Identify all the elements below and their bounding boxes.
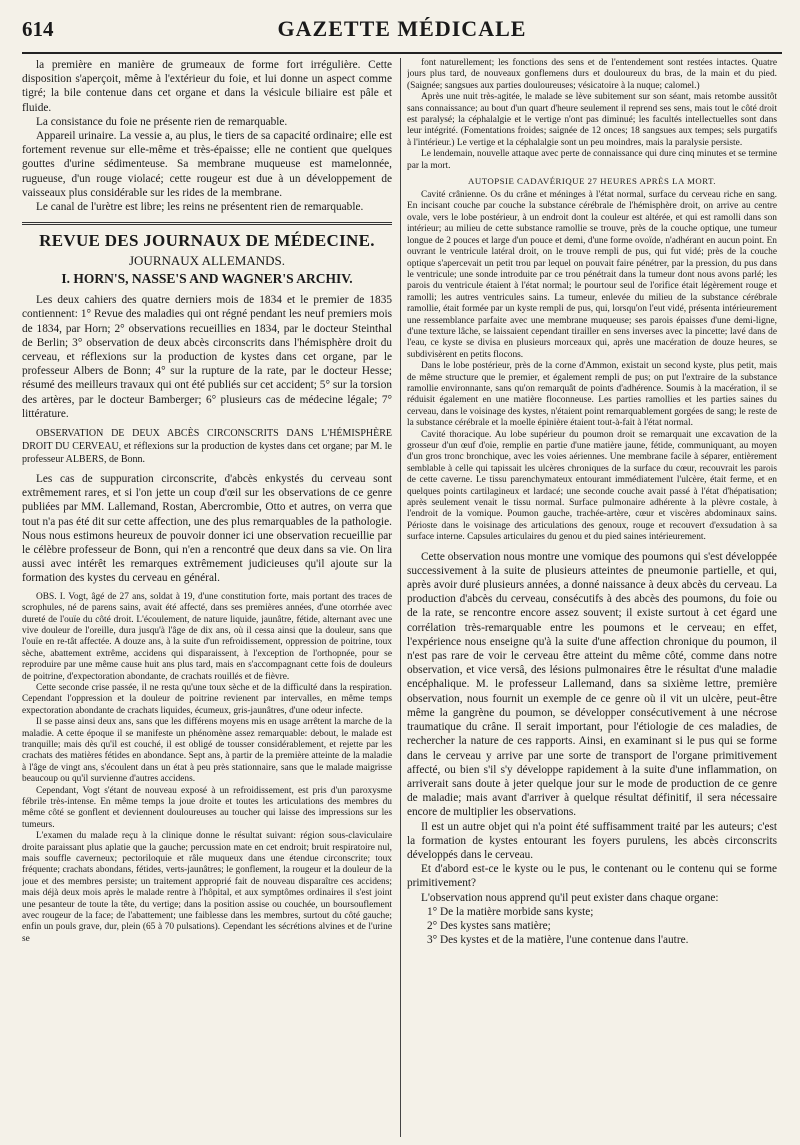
paragraph: la première en manière de grumeaux de forme fort irrégulière. Cette disposition s'aperçoit, même à l'extérieur du foie, et lui donne un aspect comme tigré; la bile contenue dans cet organe et dans la vésicule biliaire est pâle et fluide. — [22, 59, 392, 114]
columns — [22, 58, 782, 1137]
discussion-paragraph: Il est un autre objet qui n'a point été suffisamment traité par les auteurs; c'est la formation de kystes entourant les foyers purulens, les abcès circonscrits développés dans le cerveau. — [407, 820, 777, 861]
discussion-paragraph: L'observation nous apprend qu'il peut exister dans chaque organe: — [421, 891, 719, 904]
list-item: 1° De la matière morbide sans kyste; — [427, 905, 594, 918]
discussion-paragraph: Et d'abord est-ce le kyste ou le pus, le contenant ou le contenu qui se forme primitivement? — [407, 863, 777, 890]
kyste-list — [407, 905, 777, 948]
paragraph: Le canal de l'urètre est libre; les reins ne présentent rien de remarquable. — [36, 201, 364, 214]
autopsy-paragraph: Cavité thoracique. Au lobe supérieur du poumon droit se remarquait une excavation de la grosseur d'un œuf d'oie, remplie en partie d'une matière jaune, fétide, communiquant, au moyen d'un gros tronc bronchique, avec les voies aériennes. Une membrane facile à séparer, entièrement semblable à celle qui tapissait les ulcères chroniques de la surface du cœur, recouvrait les parois de cette caverne. Le tissu parenchymateux entourant immédiatement l'ulcère, était ferme, et en quelques points cartilagineux et lardacé; une seconde couche avait passé à l'état d'hépatisation; après seulement venait le tissu normal. Surface pulmonaire adhérente à la plèvre costale, à l'endroit de la vomique. Poumon gauche, trachée-artère, cœur et viscères abdominaux sains. Périoste dans le voisinage des articulations des genoux, rouge et recouvert d'exsudation à sa surface interne. Capsules articulaires du genou et du pied saines intérieurement. — [407, 429, 777, 543]
case-paragraph: Cette seconde crise passée, il ne resta qu'une toux sèche et de la difficulté dans la respiration. Cependant l'oppression et la douleur de poitrine revienent par intervalles, en même temps expectoration abondante de crachats liquides, écumeux, gris-jaunâtres, d'une odeur infecte. — [22, 682, 392, 716]
column-divider — [400, 58, 401, 1137]
newspaper-page — [22, 12, 782, 1137]
discussion-paragraph: Cette observation nous montre une vomique des poumons qui s'est développée successivement à la suite de plusieurs atteintes de pneumonie partielle, et qui, après avoir duré plusieurs années, a donné naissance à deux abcès du cerveau. La production d'abcès du cerveau, consécutifs à des abcès des poumons, du foie ou de la rate, se rencontre encore assez souvent; il existe surtout à cet égard une corrélation très-remarquable entre les poumons et le cerveau; en effet, l'expérience nous enseigne qu'à la suite d'une affection chronique du poumon, il n'est pas rare de voir le cerveau être atteint du même côté, comme dans notre observation, et vice versâ, des lésions pulmonaires être le résultat d'une maladie encéphalique. M. le professeur Lallemand, dans sa sixième lettre, première observation, nous fournit un exemple de ce genre où il vit un ulcère, peut-être même la gangrène du poumon, se développer consécutivement à une nécrose traumatique du crâne. Il serait important, pour l'étiologie de ces maladies, de rechercher la nature de ces rapports. Ainsi, en examinant si le pus qui se forme dans le cerveau y arrive par une sorte de transport de l'organe primitivement affecté, ou bien s'il s'y développe rapidement à la suite d'une inflammation, on arriverait sans doute à jeter quelque jour sur le mode de production de ce genre de maladie; mais avant d'arriver à quelque résultat définitif, il sera nécessaire encore de multiplier les observations. — [407, 550, 777, 819]
autopsy-paragraph: Cavité crânienne. Os du crâne et méninges à l'état normal, surface du cerveau riche en sang. En incisant couche par couche la substance cérébrale de l'hémisphère droit, on arrive au centre ovale, vers le lobe postérieur, à un endroit dont la couleur est altérée, et qui est ramolli dans son intérieur; au milieu de cette substance ramollie se trouve, près de la couche optique, une tumeur longue de 2 pouces et large d'un pouce et demi, d'une forme ovoïde, n'adhérant en aucun point. En ouvrant le ventricule latéral droit, on le trouve rempli de pus, qui fut vidé; près de la couche optique s'apercevait un petit trou par lequel on pouvait faire pénétrer, par la pression, du pus dans le ventricule; une sonde introduite par ce trou pénétrait dans la tumeur dont nous avons parlé; les parois du ventricule étaient à l'état normal; le pourtour seul de l'orifice était légèrement rouge et ramolli; les autres ventricules sains. La tumeur, enlevée du milieu de la substance cérébrale ramollie, était formée par un kyste rempli de pus, qui, lorsqu'on l'eut vidé, présenta intérieurement une ressemblance parfaite avec une membrane muqueuse; ses parois épaisses d'une demi-ligne, d'une texture lâche, se laissaient cependant tirailler en sens inverses avec la pincette; lavé dans de l'eau, ce kyste se divisa en plusieurs morceaux qui, après une macération de douze heures, se subdivisèrent en petits flocons. — [407, 190, 777, 360]
case-paragraph: OBS. I. Vogt, âgé de 27 ans, soldat à 19, d'une constitution forte, mais portant des traces de scrophules, né de parens sains, avait été affecté, dans ses premières années, d'une otorrhée avec dureté de l'ouïe du côté droit. L'écoulement, de nature liquide, jaunâtre, fétide, alternant avec une vive douleur de l'oreille, dura jusqu'à l'âge de dix ans, où il cessa ainsi que la douleur, sans que l'ouïe en re-tât affectée. A douze ans, à la suite d'un refroidissement, oppression de poitrine, toux sèche, abattement extrême, accidens qui disparaissent, à l'exception de l'orthopnée, pour se reproduire par une même cause huit ans plus tard, mais en s'accompagnant cette fois de douleurs de poitrine, d'expectoration abondante, de crachats rouillés et de fièvre. — [22, 591, 392, 682]
journal-title: GAZETTE MÉDICALE — [277, 16, 527, 41]
section-title: REVUE DES JOURNAUX DE MÉDECINE. — [39, 231, 375, 251]
page-header — [22, 12, 782, 54]
case-paragraph: Après une nuit très-agitée, le malade se lève subitement sur son séant, mais retombe aussitôt sans connaissance; au bout d'un quart d'heure seulement il reprend ses sens, mais tout le côté droit est paralysé; la céphalalgie et le vertige n'ont pas diminué; les facultés intellectuelles sont dans leur intégrité. (Fomentations froides; saignée de 12 onces; 18 sangsues aux tempes; sels purgatifs à l'intérieur.) Le vertige et la céphalalgie sont un peu moindres, mais la paralysie persiste. — [407, 92, 777, 148]
section-subtitle: JOURNAUX ALLEMANDS. — [128, 253, 285, 269]
right-column — [407, 58, 777, 1137]
observation-heading: OBSERVATION DE DEUX ABCÈS CIRCONSCRITS DANS L'HÉMISPHÈRE DROIT DU CERVEAU, et réflexions sur la production de kystes dans cet organe; par M. le professeur ALBERS, de Bonn. — [22, 428, 392, 466]
list-item: 2° Des kystes sans matière; — [427, 919, 551, 932]
left-column — [22, 58, 392, 1137]
case-paragraph: Le lendemain, nouvelle attaque avec perte de connaissance qui dure cinq minutes et se termine par la mort. — [407, 149, 777, 171]
section-divider — [22, 222, 392, 225]
case-paragraph: font naturellement; les fonctions des sens et de l'entendement sont restées intactes. Quatre jours plus tard, de nouveaux gonflemens durs et douloureux du bras, de la main et du pied. (Saignée; sangsues aux parties douloureuses; vésicatoire à la nuque; calomel.) — [407, 58, 777, 91]
intro-paragraph: Les deux cahiers des quatre derniers mois de 1834 et le premier de 1835 contiennent: 1° Revue des maladies qui ont régné pendant les neuf premiers mois de 1834, par Horn; 2° observations recueillies en 1834, par le docteur Steinthal de Berlin; 3° observation de deux abcès circonscrits dans l'hémisphère droit du cerveau, et réflexions sur la production de kystes dans cet organe, par le professeur Albers de Bonn; 4° sur la rupture de la rate, par le docteur Hesse; résumé des meilleurs travaux qui ont été publiés sur cet accident; 5° sur la torsion des artères, par le docteur Bamberger; 6° plusieurs cas de médecine légale; 7° littérature. — [22, 294, 392, 420]
autopsy-heading: AUTOPSIE CADAVÉRIQUE 27 HEURES APRÈS LA MORT. — [467, 176, 717, 187]
paragraph: Appareil urinaire. La vessie a, au plus, le tiers de sa capacité ordinaire; elle est fortement revenue sur elle-même et très-épaisse; elle ne contient que quelques gouttes d'urine sédimenteuse. Sa membrane muqueuse est mamelonnée, rugueuse, d'un rouge violacé; cette rougeur est due à un développement de vaisseaux plus considérable sur les rides de la membrane. — [22, 130, 392, 199]
page-number: 614 — [22, 17, 54, 41]
list-item: 3° Des kystes et de la matière, l'une contenue dans l'autre. — [427, 934, 689, 947]
case-paragraph: L'examen du malade reçu à la clinique donne le résultat suivant: région sous-claviculaire droite paraissant plus aplatie que la gauche; percussion mate en cet endroit; bruit respiratoire nul, mais souffle caverneux; pectoriloquie et râle muqueux dans une étendue circonscrite; toux fréquente; crachats abondans, fétides, verts-jaunâtres; le gonflement, la rougeur et la douleur de la joue et des membres persiste; un traitement approprié fait de nouveau disparaître ces accidens; mais déjà deux mois après le malade rentre à l'hôpital, et aux symptômes ordinaires il s'est joint une pesanteur de toute la tête, du vertige; dans la position assise ou couchée, un boursouflement avec rougeur de la face; de l'abattement; une faiblesse dans les membres, surtout du côté gauche; enfin un pouls grave, dur, plein (65 à 70 pulsations). Cependant les sécrétions alvines et de l'urine se — [22, 831, 392, 944]
case-paragraph: Cependant, Vogt s'étant de nouveau exposé à un refroidissement, est pris d'un paroxysme fébrile très-intense. En même temps la joue droite et toutes les articulations des membres du même côté se gonflent et deviennent douloureuses au toucher qui laisse des impressions sur les tumeurs. — [22, 785, 392, 830]
paragraph: La consistance du foie ne présente rien de remarquable. — [36, 115, 288, 128]
journal-heading: I. HORN'S, NASSE'S AND WAGNER'S ARCHIV. — [61, 271, 353, 287]
autopsy-paragraph: Dans le lobe postérieur, près de la corne d'Ammon, existait un second kyste, plus petit, mais de même structure que le premier, et également rempli de pus; on put l'extraire de la substance ramollie environnante, sans qu'on remarquât de points d'adhérence. Soumis à la macération, il se réduisit également en une matière floconneuse. Les parties ramollies et les parties saines du cerveau, dans le voisinage des kystes, n'étaient point remarquablement gorgées de sang; le reste de la substance cérébrale et la moelle épinière étaient tout-à-fait à l'état normal. — [407, 361, 777, 429]
context-paragraph: Les cas de suppuration circonscrite, d'abcès enkystés du cerveau sont extrêmement rares, et si l'on jette un coup d'œil sur les observations de ce genre publiées par MM. Lallemand, Rostan, Abercrombie, Otto et autres, on verra que tout n'a pas été dit sur cette affection, une des plus remarquables de la pathologie. Nous nous estimons heureux de pouvoir donner ici une observation recueillie par le célèbre professeur de Bonn, qui n'en a rencontré que deux dans sa vie. On lira aussi avec intérêt les remarques extrêmement judicieuses qu'il ajoute sur la formation des kystes du cerveau en général. — [22, 473, 392, 585]
case-paragraph: Il se passe ainsi deux ans, sans que les différens moyens mis en usage arrêtent la marche de la maladie. A cette époque il se manifeste un phénomène assez remarquable: debout, le malade est tranquille; mais dès qu'il est couché, il est obligé de tousser considérablement, et rejette par les crachats des matières fétides en abondance. Sept ans, à partir de la première atteinte de la maladie à l'âge de vingt ans, s'écoulent dans un état à peu près stationnaire, sans que le malade maigrisse beaucoup ou qu'il survienne d'autres accidens. — [22, 717, 392, 785]
